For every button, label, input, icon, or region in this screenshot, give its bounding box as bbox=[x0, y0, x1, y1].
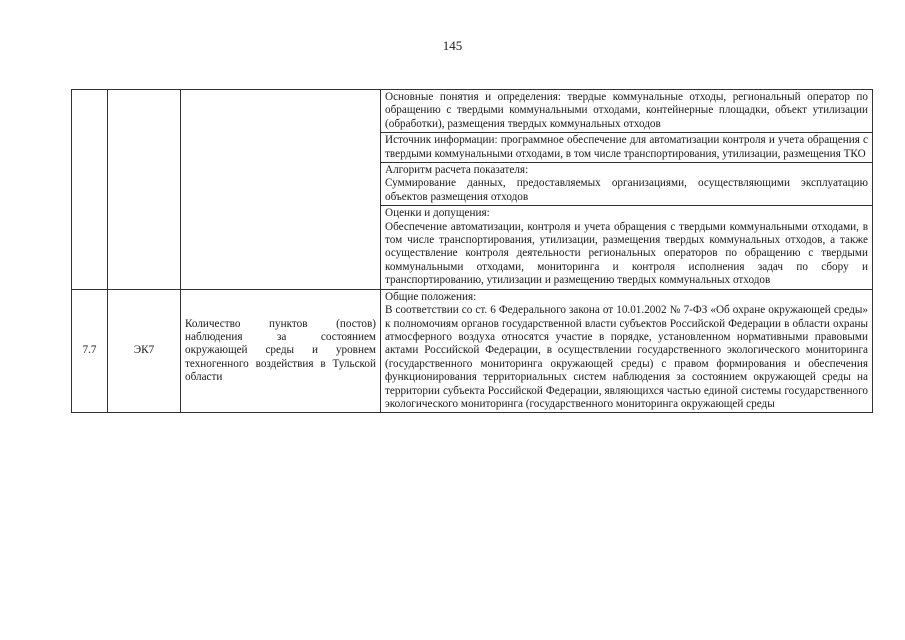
table-row bbox=[72, 90, 873, 133]
row-name-cell: Количество пунктов (постов) наблюдения за состоянием окружающей среды и уровнем техногенного воздействия в Тульской области bbox=[181, 289, 381, 413]
section-assumptions bbox=[381, 206, 873, 289]
row-code-cell bbox=[108, 90, 181, 290]
section-heading: Алгоритм расчета показателя: bbox=[385, 164, 529, 177]
section-heading: Общие положения: bbox=[385, 290, 477, 303]
row-number-cell bbox=[72, 90, 108, 290]
section-algorithm bbox=[381, 163, 873, 206]
table-row bbox=[72, 289, 873, 413]
row-code-cell: ЭК7 bbox=[108, 289, 181, 413]
section-text: Основные понятия и определения: твердые коммунальные отходы, региональный оператор по обращению с твердыми коммунальными отходами, контейнерные площадки, объект утилизации (обработки), размещения твердых коммунальных отходов bbox=[385, 91, 868, 130]
section-definitions bbox=[381, 90, 873, 133]
section-source bbox=[381, 133, 873, 163]
section-text: Источник информации: программное обеспечение для автоматизации контроля и учета обращения с твердыми коммунальными отходами, в том числе транспортирования, утилизации, размещения ТКО bbox=[385, 134, 868, 160]
row-number-cell: 7.7 bbox=[72, 289, 108, 413]
section-general bbox=[381, 289, 873, 413]
section-text: Обеспечение автоматизации, контроля и учета обращения с твердыми коммунальными отходами, в том числе транспортирования, утилизации, размещения твердых коммунальных отходов, а также осуществление контроля деятельности региональных операторов по обращению с твердыми коммунальными отходами, мониторинга и контроля исполнения задач по сбору и транспортированию, утилизации и размещению твердых коммунальных отходов bbox=[385, 220, 868, 287]
section-heading: Оценки и допущения: bbox=[385, 207, 490, 220]
section-text: Суммирование данных, предоставляемых организациями, осуществляющими эксплуатацию объектов размещения отходов bbox=[385, 177, 868, 203]
section-text: В соответствии со ст. 6 Федерального закона от 10.01.2002 № 7-ФЗ «Об охране окружающей среды» к полномочиям органов государственной власти субъектов Российской Федерации в области охраны атмосферного воздуха относятся участие в порядке, установленном нормативными правовыми актами Российской Федерации, в осуществлении государственного экологического мониторинга (государственного мониторинга окружающей среды) с правом формирования и обеспечения функционирования территориальных систем наблюдения за состоянием окружающей среды на территории субъекта Российской Федерации, являющихся частью единой системы государственного экологического мониторинга (государственного мониторинга окружающей среды bbox=[385, 304, 868, 410]
page-number: 145 bbox=[442, 38, 463, 53]
indicator-table bbox=[71, 89, 873, 413]
row-name-cell bbox=[181, 90, 381, 290]
